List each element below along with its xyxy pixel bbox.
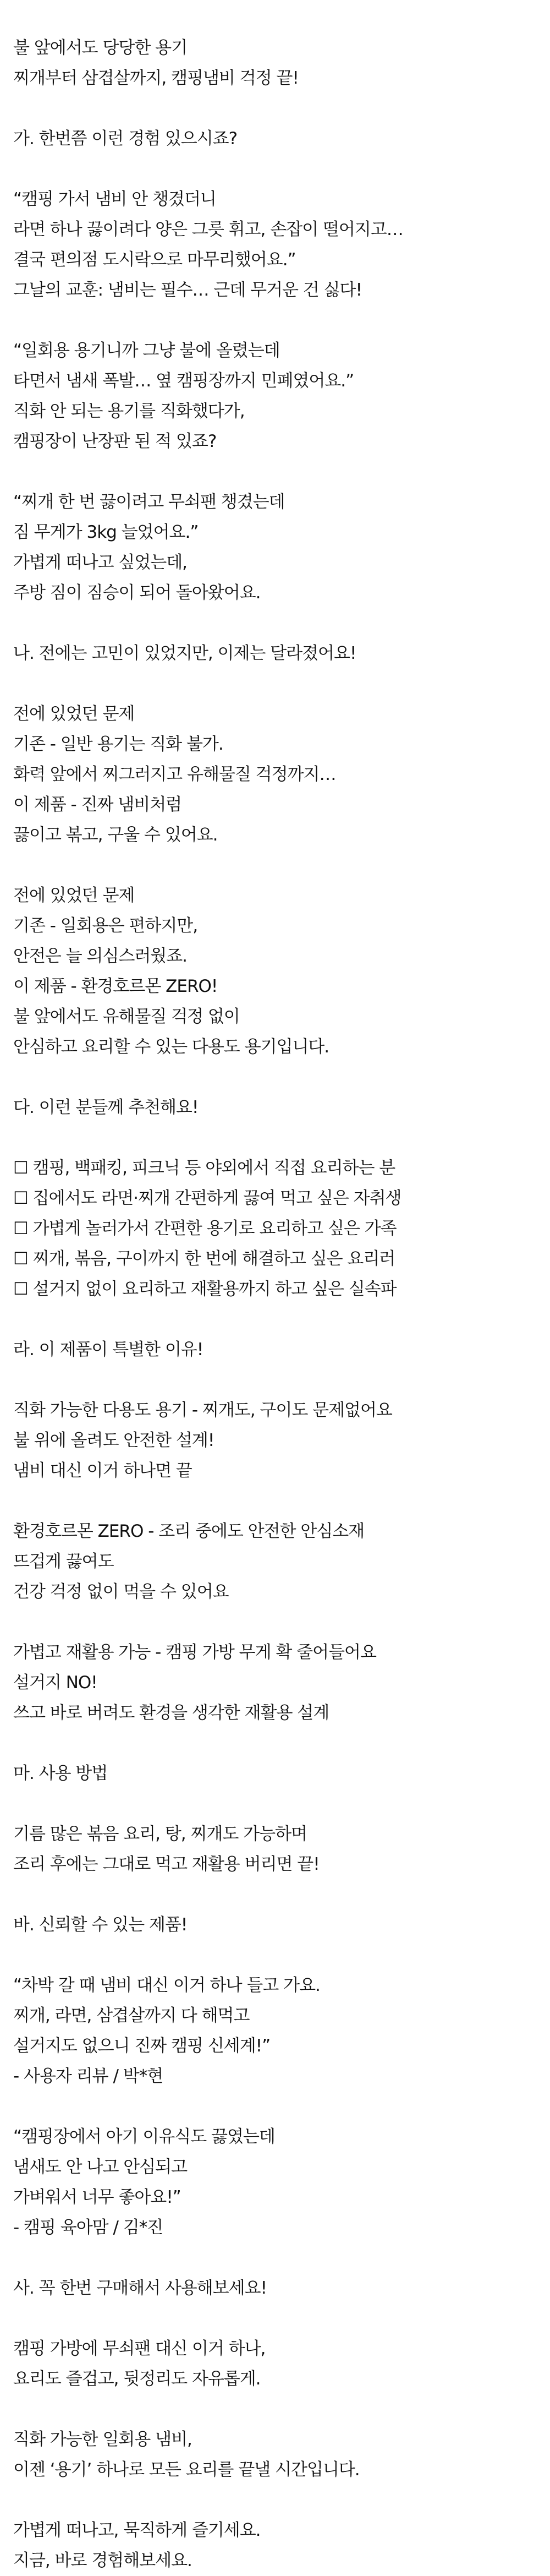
checklist-item: ☐ 가볍게 놀러가서 간편한 용기로 요리하고 싶은 가족 bbox=[13, 1219, 397, 1238]
heading-line: 바. 신뢰할 수 있는 제품! bbox=[13, 1915, 188, 1935]
story-paragraph bbox=[13, 336, 550, 457]
text-line: “캠핑 가서 냄비 안 챙겼더니 bbox=[13, 189, 216, 209]
checklist-item: ☐ 찌개, 볶음, 구이까지 한 번에 해결하고 싶은 요리러 bbox=[13, 1249, 395, 1269]
section-heading-ba bbox=[13, 1910, 550, 1940]
text-line: 주방 짐이 짐승이 되어 돌아왔어요. bbox=[13, 583, 261, 603]
closing-paragraph bbox=[13, 2425, 550, 2485]
text-line: 요리도 즐겁고, 뒷정리도 자유롭게. bbox=[13, 2369, 261, 2389]
text-line: 안전은 늘 의심스러웠죠. bbox=[13, 946, 188, 966]
text-line: 라면 하나 끓이려다 양은 그릇 휘고, 손잡이 떨어지고… bbox=[13, 220, 403, 239]
text-line: 화력 앞에서 찌그러지고 유해물질 걱정까지… bbox=[13, 765, 336, 784]
text-line: “일회용 용기니까 그냥 불에 올렸는데 bbox=[13, 341, 280, 361]
text-line: 캠핑장이 난장판 된 적 있죠? bbox=[13, 432, 217, 451]
text-line: 조리 후에는 그대로 먹고 재활용 버리면 끝! bbox=[13, 1854, 320, 1874]
text-line: 직화 안 되는 용기를 직화했다가, bbox=[13, 401, 245, 421]
intro-paragraph bbox=[13, 33, 550, 94]
text-line: 쓰고 바로 버려도 환경을 생각한 재활용 설계 bbox=[13, 1703, 329, 1723]
text-line: 전에 있었던 문제 bbox=[13, 704, 135, 724]
text-line: 이 제품 - 진짜 냄비처럼 bbox=[13, 795, 182, 815]
section-heading-ga bbox=[13, 124, 550, 154]
heading-line: 마. 사용 방법 bbox=[13, 1764, 108, 1783]
heading-line: 사. 꼭 한번 구매해서 사용해보세요! bbox=[13, 2278, 267, 2298]
heading-line: 나. 전에는 고민이 있었지만, 이제는 달라졌어요! bbox=[13, 643, 356, 663]
feature-paragraph bbox=[13, 1516, 550, 1607]
text-line: 그날의 교훈: 냄비는 필수… 근데 무거운 건 싫다! bbox=[13, 280, 362, 300]
text-line: “차박 갈 때 냄비 대신 이거 하나 들고 가요. bbox=[13, 1975, 320, 1995]
feature-paragraph bbox=[13, 1395, 550, 1486]
text-line: 찌개, 라면, 삼겹살까지 다 해먹고 bbox=[13, 2006, 250, 2026]
closing-paragraph bbox=[13, 2334, 550, 2394]
text-line: 안심하고 요리할 수 있는 다용도 용기입니다. bbox=[13, 1037, 329, 1057]
review-quote bbox=[13, 2122, 550, 2243]
text-line: 가볍게 떠나고, 묵직하게 즐기세요. bbox=[13, 2520, 261, 2540]
review-quote bbox=[13, 1971, 550, 2092]
text-line: “캠핑장에서 아기 이유식도 끓였는데 bbox=[13, 2127, 275, 2147]
text-line: 가볍고 재활용 가능 - 캠핑 가방 무게 확 줄어들어요 bbox=[13, 1642, 376, 1662]
heading-line: 라. 이 제품이 특별한 이유! bbox=[13, 1340, 204, 1360]
text-line: 기존 - 일회용은 편하지만, bbox=[13, 916, 198, 936]
heading-line: 다. 이런 분들께 추천해요! bbox=[13, 1098, 199, 1117]
comparison-paragraph bbox=[13, 699, 550, 850]
section-heading-da bbox=[13, 1093, 550, 1123]
text-line: 찌개부터 삼겹살까지, 캠핑냄비 걱정 끝! bbox=[13, 68, 299, 88]
text-line: 직화 가능한 일회용 냄비, bbox=[13, 2430, 192, 2449]
section-heading-ma bbox=[13, 1759, 550, 1789]
text-line: 냄새도 안 나고 안심되고 bbox=[13, 2157, 188, 2177]
text-line: 뜨겁게 끓여도 bbox=[13, 1552, 114, 1571]
text-line: 이 제품 - 환경호르몬 ZERO! bbox=[13, 976, 218, 996]
section-heading-sa bbox=[13, 2273, 550, 2304]
story-paragraph bbox=[13, 184, 550, 305]
checklist-item: ☐ 설거지 없이 요리하고 재활용까지 하고 싶은 실속파 bbox=[13, 1279, 397, 1299]
text-line: 이젠 ‘용기’ 하나로 모든 요리를 끝낼 시간입니다. bbox=[13, 2460, 360, 2480]
text-line: 결국 편의점 도시락으로 마무리했어요.” bbox=[13, 250, 296, 270]
recommend-checklist bbox=[13, 1153, 550, 1305]
text-line: “찌개 한 번 끓이려고 무쇠팬 챙겼는데 bbox=[13, 492, 285, 512]
checklist-item: ☐ 집에서도 라면·찌개 간편하게 끓여 먹고 싶은 자취생 bbox=[13, 1188, 402, 1208]
text-line: 건강 걱정 없이 먹을 수 있어요 bbox=[13, 1582, 229, 1602]
review-author: - 캠핑 육아맘 / 김*진 bbox=[13, 2218, 163, 2237]
text-line: 기름 많은 볶음 요리, 탕, 찌개도 가능하며 bbox=[13, 1824, 307, 1844]
review-author: - 사용자 리뷰 / 박*현 bbox=[13, 2066, 163, 2086]
story-paragraph bbox=[13, 487, 550, 608]
usage-paragraph bbox=[13, 1819, 550, 1880]
closing-paragraph bbox=[13, 2515, 550, 2576]
heading-line: 가. 한번쯤 이런 경험 있으시죠? bbox=[13, 129, 238, 149]
text-line: 불 위에 올려도 안전한 설계! bbox=[13, 1431, 215, 1450]
section-heading-na bbox=[13, 638, 550, 669]
feature-paragraph bbox=[13, 1638, 550, 1728]
text-line: 캠핑 가방에 무쇠팬 대신 이거 하나, bbox=[13, 2339, 266, 2359]
text-line: 지금, 바로 경험해보세요. bbox=[13, 2551, 192, 2570]
text-line: 가벼워서 너무 좋아요!” bbox=[13, 2187, 181, 2207]
text-line: 짐 무게가 3kg 늘었어요.” bbox=[13, 522, 199, 542]
text-line: 냄비 대신 이거 하나면 끝 bbox=[13, 1461, 192, 1481]
text-line: 설거지 NO! bbox=[13, 1673, 97, 1693]
comparison-paragraph bbox=[13, 881, 550, 1062]
text-line: 타면서 냄새 폭발… 옆 캠핑장까지 민폐였어요.” bbox=[13, 371, 354, 391]
checklist-item: ☐ 캠핑, 백패킹, 피크닉 등 야외에서 직접 요리하는 분 bbox=[13, 1158, 395, 1178]
text-line: 전에 있었던 문제 bbox=[13, 886, 135, 905]
text-line: 불 앞에서도 유해물질 걱정 없이 bbox=[13, 1007, 240, 1027]
text-line: 환경호르몬 ZERO - 조리 중에도 안전한 안심소재 bbox=[13, 1521, 365, 1541]
text-line: 불 앞에서도 당당한 용기 bbox=[13, 38, 188, 58]
text-line: 가볍게 떠나고 싶었는데, bbox=[13, 553, 188, 572]
section-heading-ra bbox=[13, 1335, 550, 1365]
text-line: 기존 - 일반 용기는 직화 불가. bbox=[13, 734, 223, 754]
text-line: 설거지도 없으니 진짜 캠핑 신세계!” bbox=[13, 2036, 271, 2056]
text-line: 끓이고 볶고, 구울 수 있어요. bbox=[13, 825, 218, 845]
text-line: 직화 가능한 다용도 용기 - 찌개도, 구이도 문제없어요 bbox=[13, 1400, 392, 1420]
